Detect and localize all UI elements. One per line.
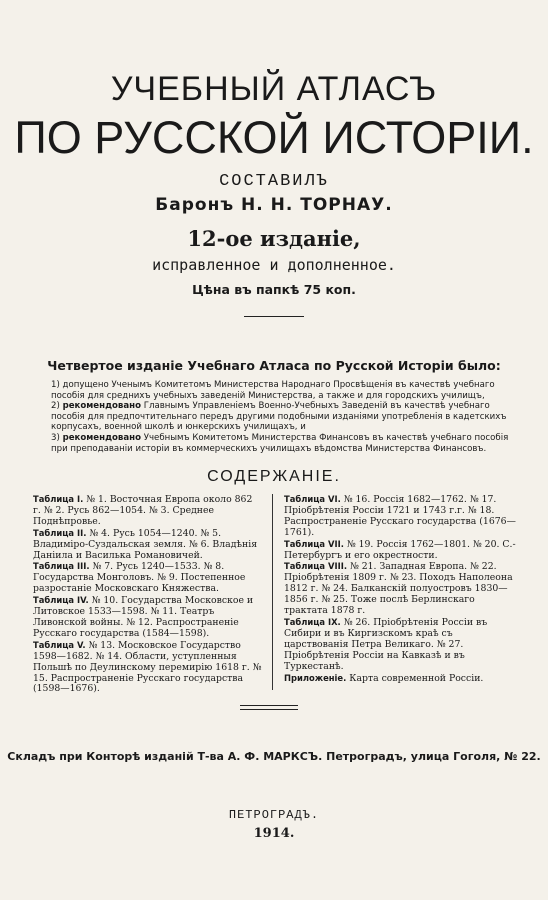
contents-entry xyxy=(284,561,516,617)
divider-rule xyxy=(244,316,304,317)
approval-item-1: 1) допущено Ученымъ Комитетомъ Министерства Народнаго Просвѣщенія въ качествѣ учебнаго пособія для среднихъ учебныхъ заведеній Министерства, а также и для городскихъ училищъ, xyxy=(51,380,495,401)
contents-right-column xyxy=(284,494,516,684)
column-divider xyxy=(272,494,273,690)
entry-key: Таблица VI. xyxy=(284,494,341,504)
year: 1914. xyxy=(253,826,295,841)
contents-entry xyxy=(33,528,263,562)
contents-entry xyxy=(33,561,263,595)
title-line-1: УЧЕБНЫЙ АТЛАСЪ xyxy=(110,70,438,108)
entry-key: Таблица V. xyxy=(33,639,86,650)
entry-text: № 16. Россія 1682—1762. № 17. Пріобрѣтенія Россіи 1721 и 1743 г.г. № 18. Распространеніе Русскаго государства (1676—1761). xyxy=(284,494,516,538)
approval-item-3-bold: рекомендовано xyxy=(62,432,141,443)
publisher-line: Складъ при Конторѣ изданій Т-ва А. Ф. МАРКСЪ. Петроградъ, улица Гоголя, № 22. xyxy=(7,750,541,763)
approval-item-2 xyxy=(33,401,525,433)
entry-text: № 7. Русь 1240—1533. № 8. Государства Монголовъ. № 9. Постепенное разростаніе Московскаго Княжества. xyxy=(33,561,246,595)
approval-item-3 xyxy=(33,433,525,454)
approval-text xyxy=(33,380,525,454)
entry-key: Таблица VIII. xyxy=(284,561,348,572)
entry-text: № 10. Государства Московское и Литовское 1533—1598. № 11. Театръ Ливонской войны. № 12. Распространеніе Русскаго государства (1584—1598). xyxy=(33,595,254,639)
compiled-by: СОСТАВИЛЪ xyxy=(219,172,329,191)
contents-entry xyxy=(284,494,516,539)
edition: 12-ое изданіе, xyxy=(187,226,361,251)
contents-entry xyxy=(284,539,516,562)
entry-key: Таблица VII. xyxy=(284,538,344,549)
city: ПЕТРОГРАДЪ. xyxy=(228,808,320,822)
entry-text: № 1. Восточная Европа около 862 г. № 2. Русь 862—1054. № 3. Среднее Поднѣпровье. xyxy=(33,494,253,527)
entry-text: № 21. Западная Европа. № 22. Пріобрѣтенія 1809 г. № 23. Походъ Наполеона 1812 г. № 24. Балканскій полуостровъ 1830—1856 г. № 25. Тоже послѣ Берлинскаго трактата 1878 г. xyxy=(284,561,513,617)
price: Цѣна въ папкѣ 75 коп. xyxy=(192,282,356,297)
entry-key: Таблица III. xyxy=(33,561,90,572)
approval-item-2-text: Главнымъ Управленіемъ Военно-Учебныхъ Заведеній въ качествѣ учебнаго пособія для предпочтительнаго передъ другими подобными изданіями употребленія в кадетскихъ корпусахъ, военной школѣ и юнкерскихъ училищахъ, и xyxy=(51,401,507,433)
author: Баронъ Н. Н. ТОРНАУ. xyxy=(155,195,393,215)
approval-item-2-bold: рекомендовано xyxy=(62,401,141,412)
double-rule xyxy=(240,705,298,710)
entry-key: Таблица II. xyxy=(33,527,87,538)
revised-note: исправленное и дополненное. xyxy=(152,256,396,274)
entry-key: Приложеніе. xyxy=(284,672,347,683)
contents-entry xyxy=(33,595,263,640)
entry-text: № 19. Россія 1762—1801. № 20. С.-Петербургъ и его окрестности. xyxy=(284,538,516,561)
entry-key: Таблица IX. xyxy=(284,616,341,627)
entry-text: № 4. Русь 1054—1240. № 5. Владиміро-Суздальская земля. № 6. Владѣнія Даніила и Василька Романовичей. xyxy=(33,527,258,561)
contents-left-column xyxy=(33,494,263,695)
contents-entry xyxy=(33,494,263,528)
contents-heading: СОДЕРЖАНІЕ. xyxy=(207,468,341,485)
contents-entry xyxy=(33,640,263,696)
entry-key: Таблица IV. xyxy=(33,595,89,606)
contents-entry xyxy=(284,673,516,685)
approval-heading: Четвертое изданіе Учебнаго Атласа по Русской Исторіи было: xyxy=(47,358,501,373)
contents-entry xyxy=(284,617,516,673)
approval-item-3-num: 3) xyxy=(51,432,63,443)
title-line-2: ПО РУССКОЙ ИСТОРІИ. xyxy=(14,112,534,163)
approval-item-3-text: Учебнымъ Комитетомъ Министерства Финансовъ въ качествѣ учебнаго пособія при преподаваніи исторіи въ коммерческихъ училищахъ вѣдомства Министерства Финансовъ. xyxy=(51,432,509,454)
entry-text: № 13. Московское Государство 1598—1682. № 14. Области, уступленныя Польшѣ по Деулинскому перемирію 1618 г. № 15. Распространеніе Русскаго государства (1598—1676). xyxy=(33,639,262,695)
entry-key: Таблица I. xyxy=(33,494,84,504)
entry-text: Карта современной Россіи. xyxy=(346,672,484,684)
entry-text: № 26. Пріобрѣтенія Россіи въ Сибири и въ Киргизскомъ краѣ съ царствованія Петра Великаго. № 27. Пріобрѣтенія Россіи на Кавказѣ и въ Туркестанѣ. xyxy=(284,616,488,672)
approval-item-2-num: 2) xyxy=(51,401,63,412)
